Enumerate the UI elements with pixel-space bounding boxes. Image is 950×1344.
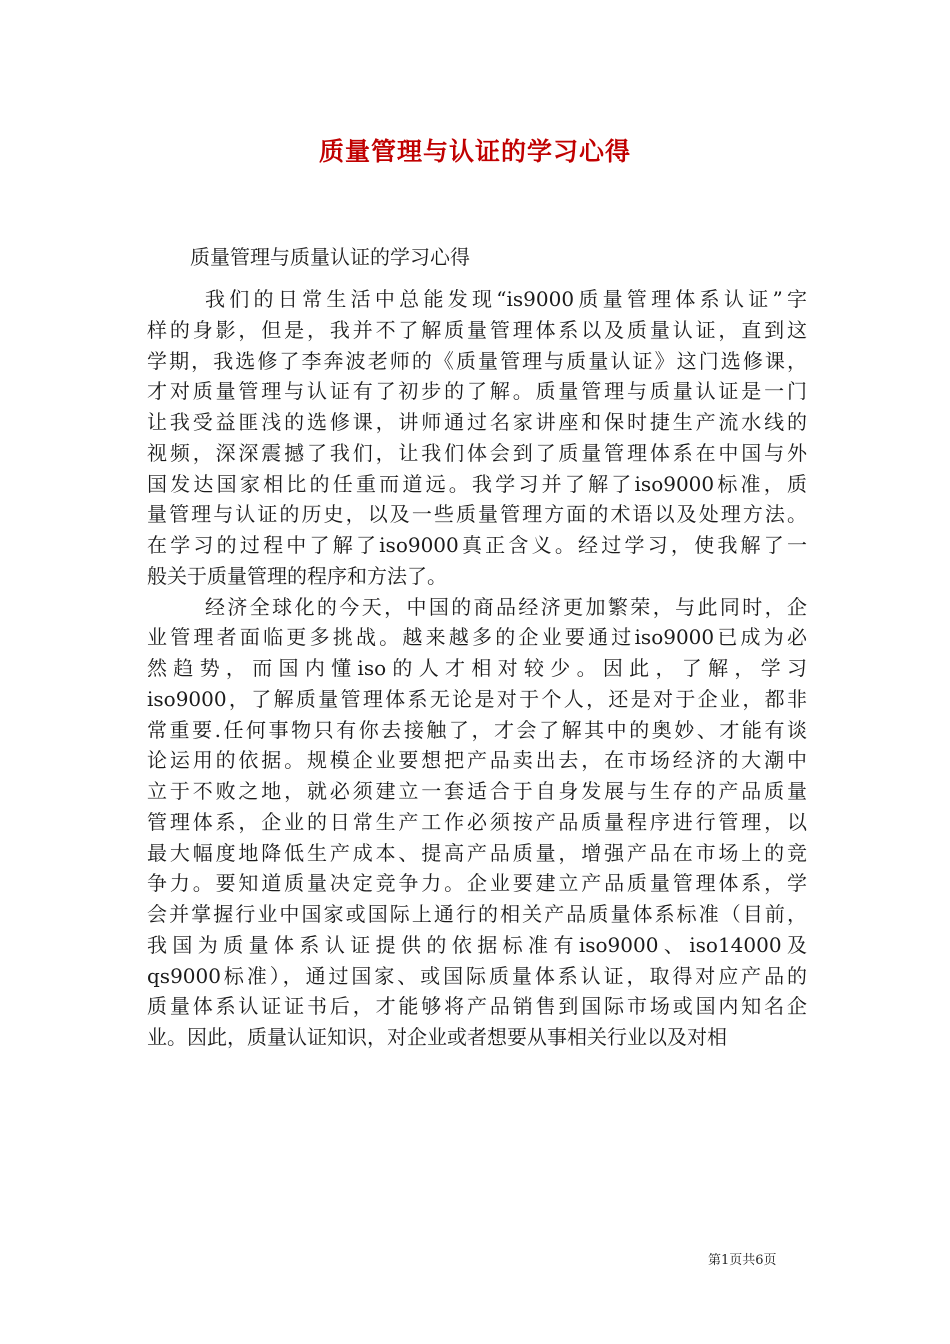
paragraph-line: 管理体系，企业的日常生产工作必须按产品质量程序进行管理，以 bbox=[147, 809, 807, 834]
paragraph-line: 般关于质量管理的程序和方法了。 bbox=[147, 563, 447, 588]
paragraph-line: 我们的日常生活中总能发现“is9000质量管理体系认证”字 bbox=[205, 287, 807, 311]
page-footer: 第1页共6页 bbox=[708, 1253, 777, 1268]
document-title: 质量管理与认证的学习心得 bbox=[318, 137, 631, 166]
paragraph-line: 质量体系认证证书后，才能够将产品销售到国际市场或国内知名企 bbox=[147, 994, 807, 1019]
paragraph-line: iso9000，了解质量管理体系无论是对于个人，还是对于企业，都非 bbox=[147, 686, 807, 711]
paragraph-line: 国发达国家相比的任重而道远。我学习并了解了iso9000标准，质 bbox=[147, 471, 807, 496]
paragraph-line: 会并掌握行业中国家或国际上通行的相关产品质量体系标准（目前， bbox=[147, 902, 807, 926]
paragraph-line: 经济全球化的今天，中国的商品经济更加繁荣，与此同时，企 bbox=[205, 594, 807, 619]
document-body bbox=[147, 284, 807, 1053]
paragraph-line: 视频，深深震撼了我们，让我们体会到了质量管理体系在中国与外 bbox=[147, 440, 807, 465]
paragraph-line: 业。因此，质量认证知识，对企业或者想要从事相关行业以及对相 bbox=[147, 1025, 727, 1049]
paragraph-line: 在学习的过程中了解了iso9000真正含义。经过学习，使我解了一 bbox=[147, 533, 807, 557]
paragraph-line: 最大幅度地降低生产成本、提高产品质量，增强产品在市场上的竞 bbox=[147, 840, 807, 865]
paragraph-line: 争力。要知道质量决定竞争力。企业要建立产品质量管理体系，学 bbox=[147, 871, 807, 896]
paragraph-line: 量管理与认证的历史，以及一些质量管理方面的术语以及处理方法。 bbox=[147, 502, 807, 527]
paragraph bbox=[147, 592, 807, 1053]
paragraph-line: 常重要.任何事物只有你去接触了，才会了解其中的奥妙、才能有谈 bbox=[147, 717, 807, 742]
paragraph bbox=[147, 284, 807, 592]
document-subtitle: 质量管理与质量认证的学习心得 bbox=[190, 245, 470, 269]
paragraph-line: 业管理者面临更多挑战。越来越多的企业要通过iso9000已成为必 bbox=[147, 625, 807, 650]
paragraph-line: 然趋势，而国内懂iso的人才相对较少。因此，了解，学习 bbox=[147, 656, 807, 680]
paragraph-line: 让我受益匪浅的选修课，讲师通过名家讲座和保时捷生产流水线的 bbox=[147, 410, 807, 434]
paragraph-line: qs9000标准），通过国家、或国际质量体系认证，取得对应产品的 bbox=[147, 963, 807, 988]
paragraph-line: 样的身影，但是，我并不了解质量管理体系以及质量认证，直到这 bbox=[147, 317, 807, 342]
paragraph-line: 才对质量管理与认证有了初步的了解。质量管理与质量认证是一门 bbox=[147, 379, 807, 404]
paragraph-line: 立于不败之地，就必须建立一套适合于自身发展与生存的产品质量 bbox=[147, 779, 807, 803]
paragraph-line: 论运用的依据。规模企业要想把产品卖出去，在市场经济的大潮中 bbox=[147, 748, 807, 773]
paragraph-line: 学期，我选修了李奔波老师的《质量管理与质量认证》这门选修课， bbox=[147, 348, 807, 373]
paragraph-line: 我国为质量体系认证提供的依据标准有iso9000、iso14000及 bbox=[147, 932, 807, 957]
